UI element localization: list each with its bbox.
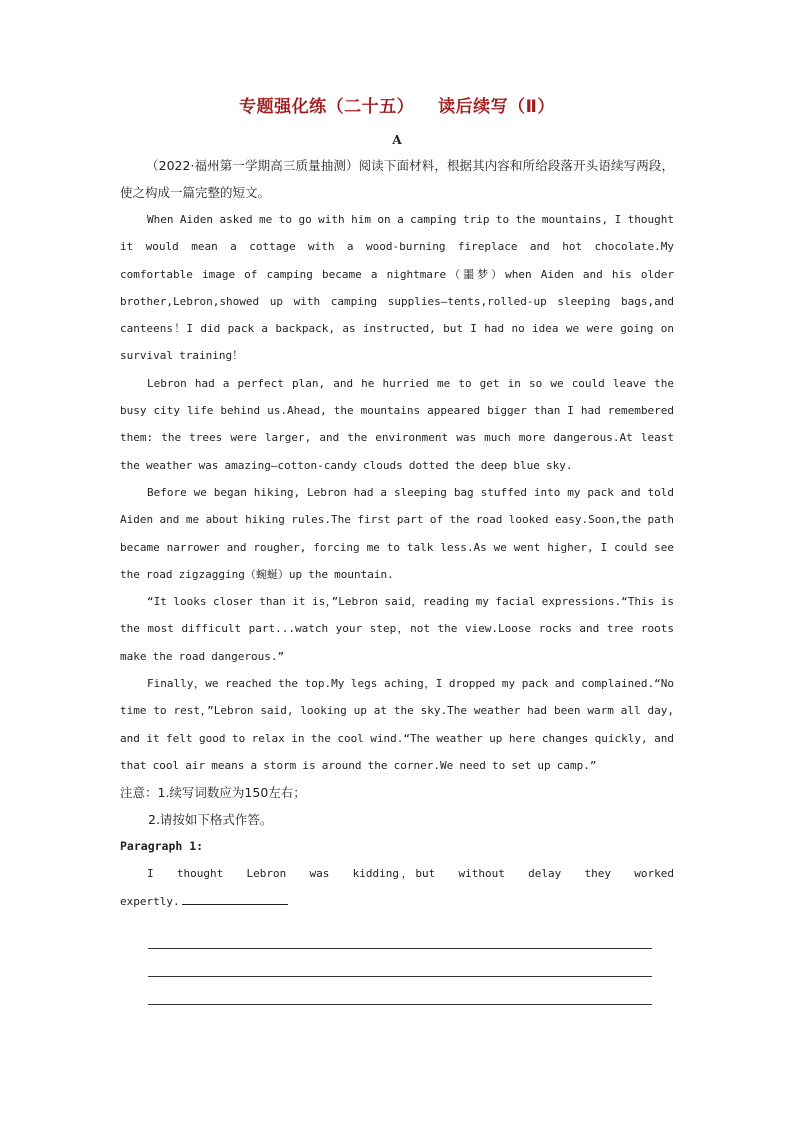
story-paragraph-1: When Aiden asked me to go with him on a camping trip to the mountains, I thought it would mean a cottage with a wood-burning fireplace and hot chocolate.My comfortable image of camping became a nightmare（噩梦）when Aiden and his older brother,Lebron,showed up with camping supplies—tents,rolled-up sleeping bags,and canteens！I did pack a backpack, as instructed, but I had no idea we were going on survival training！ xyxy=(120,213,674,363)
worksheet-page xyxy=(120,92,674,1005)
paragraph-1-label: Paragraph 1: xyxy=(120,839,204,854)
paragraph-1-starter-text: I thought Lebron was kidding，but without delay they worked expertly. xyxy=(120,867,674,908)
title-sub: 读后续写（Ⅱ） xyxy=(438,97,555,117)
paragraph-1-starter xyxy=(120,860,674,915)
section-letter: A xyxy=(392,133,402,147)
title-main: 专题强化练（二十五） xyxy=(239,97,415,117)
note-format: 2.请按如下格式作答。 xyxy=(148,812,273,828)
story-paragraph-2: Lebron had a perfect plan, and he hurried me to get in so we could leave the busy city life behind us.Ahead, the mountains appeared bigger than I had remembered them: the trees were larger, and the environment was much more dangerous.At least the weather was amazing—cotton-candy clouds dotted the deep blue sky. xyxy=(120,376,674,472)
page-title xyxy=(120,92,674,122)
story-paragraph-4: “It looks closer than it is，”Lebron said，reading my facial expressions.“This is the most difficult part...watch your step，not the view.Loose rocks and tree roots make the road dangerous.” xyxy=(120,595,674,663)
answer-line-3[interactable] xyxy=(148,977,652,1005)
instruction-text: （2022·福州第一学期高三质量抽测）阅读下面材料，根据其内容和所给段落开头语续写两段，使之构成一篇完整的短文。 xyxy=(120,158,674,200)
answer-line-1[interactable] xyxy=(148,921,652,949)
answer-line-2[interactable] xyxy=(148,949,652,977)
story-paragraph-5: Finally，we reached the top.My legs aching，I dropped my pack and complained.“No time to rest，”Lebron said, looking up at the sky.The weather had been warm all day, and it felt good to relax in the cool wind.“The weather up here changes quickly, and that cool air means a storm is around the corner.We need to set up camp.” xyxy=(120,677,674,772)
starter-blank[interactable] xyxy=(182,892,288,905)
story-paragraph-3: Before we began hiking, Lebron had a sleeping bag stuffed into my pack and told Aiden and me about hiking rules.The first part of the road looked easy.Soon,the path became narrower and rougher, forcing me to talk less.As we went higher, I could see the road zigzagging（蜿蜒）up the mountain. xyxy=(120,485,674,581)
note-word-count: 注意：1.续写词数应为150左右； xyxy=(120,785,306,801)
answer-lines xyxy=(148,921,652,1005)
